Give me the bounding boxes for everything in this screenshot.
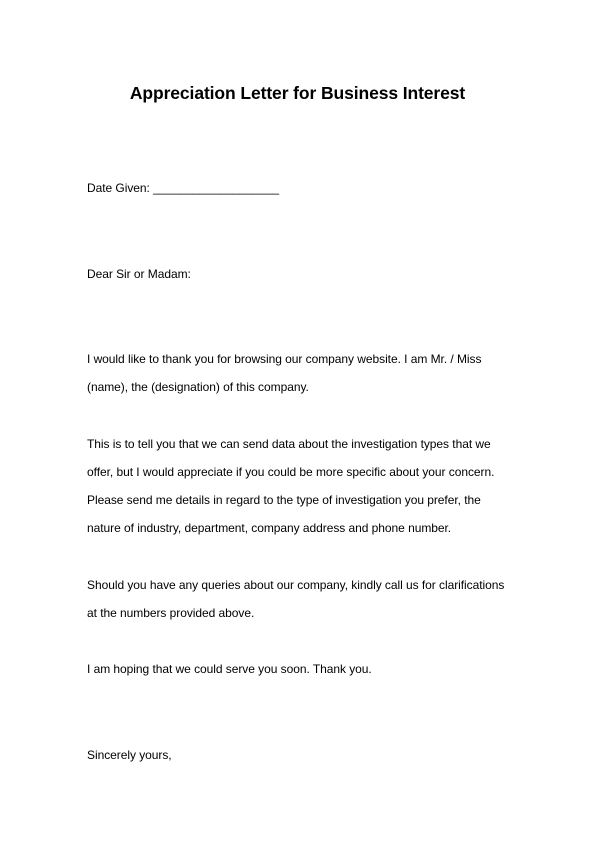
date-line: Date Given: ___________________ [87,181,279,195]
salutation: Dear Sir or Madam: [87,267,191,281]
paragraph-3-line-2: at the numbers provided above. [87,606,255,620]
closing: Sincerely yours, [87,748,172,762]
paragraph-1-line-2: (name), the (designation) of this company. [87,380,309,394]
paragraph-1-line-1: I would like to thank you for browsing our company website. I am Mr. / Miss [87,352,482,366]
paragraph-3-line-1: Should you have any queries about our company, kindly call us for clarifications [87,578,505,592]
paragraph-2-line-3: Please send me details in regard to the type of investigation you prefer, the [87,493,481,507]
paragraph-4: I am hoping that we could serve you soon. Thank you. [87,662,372,676]
paragraph-2-line-1: This is to tell you that we can send data about the investigation types that we [87,437,491,451]
paragraph-2-line-4: nature of industry, department, company address and phone number. [87,521,452,535]
letter-title: Appreciation Letter for Business Interest [129,83,466,103]
paragraph-2-line-2: offer, but I would appreciate if you could be more specific about your concern. [87,465,495,479]
